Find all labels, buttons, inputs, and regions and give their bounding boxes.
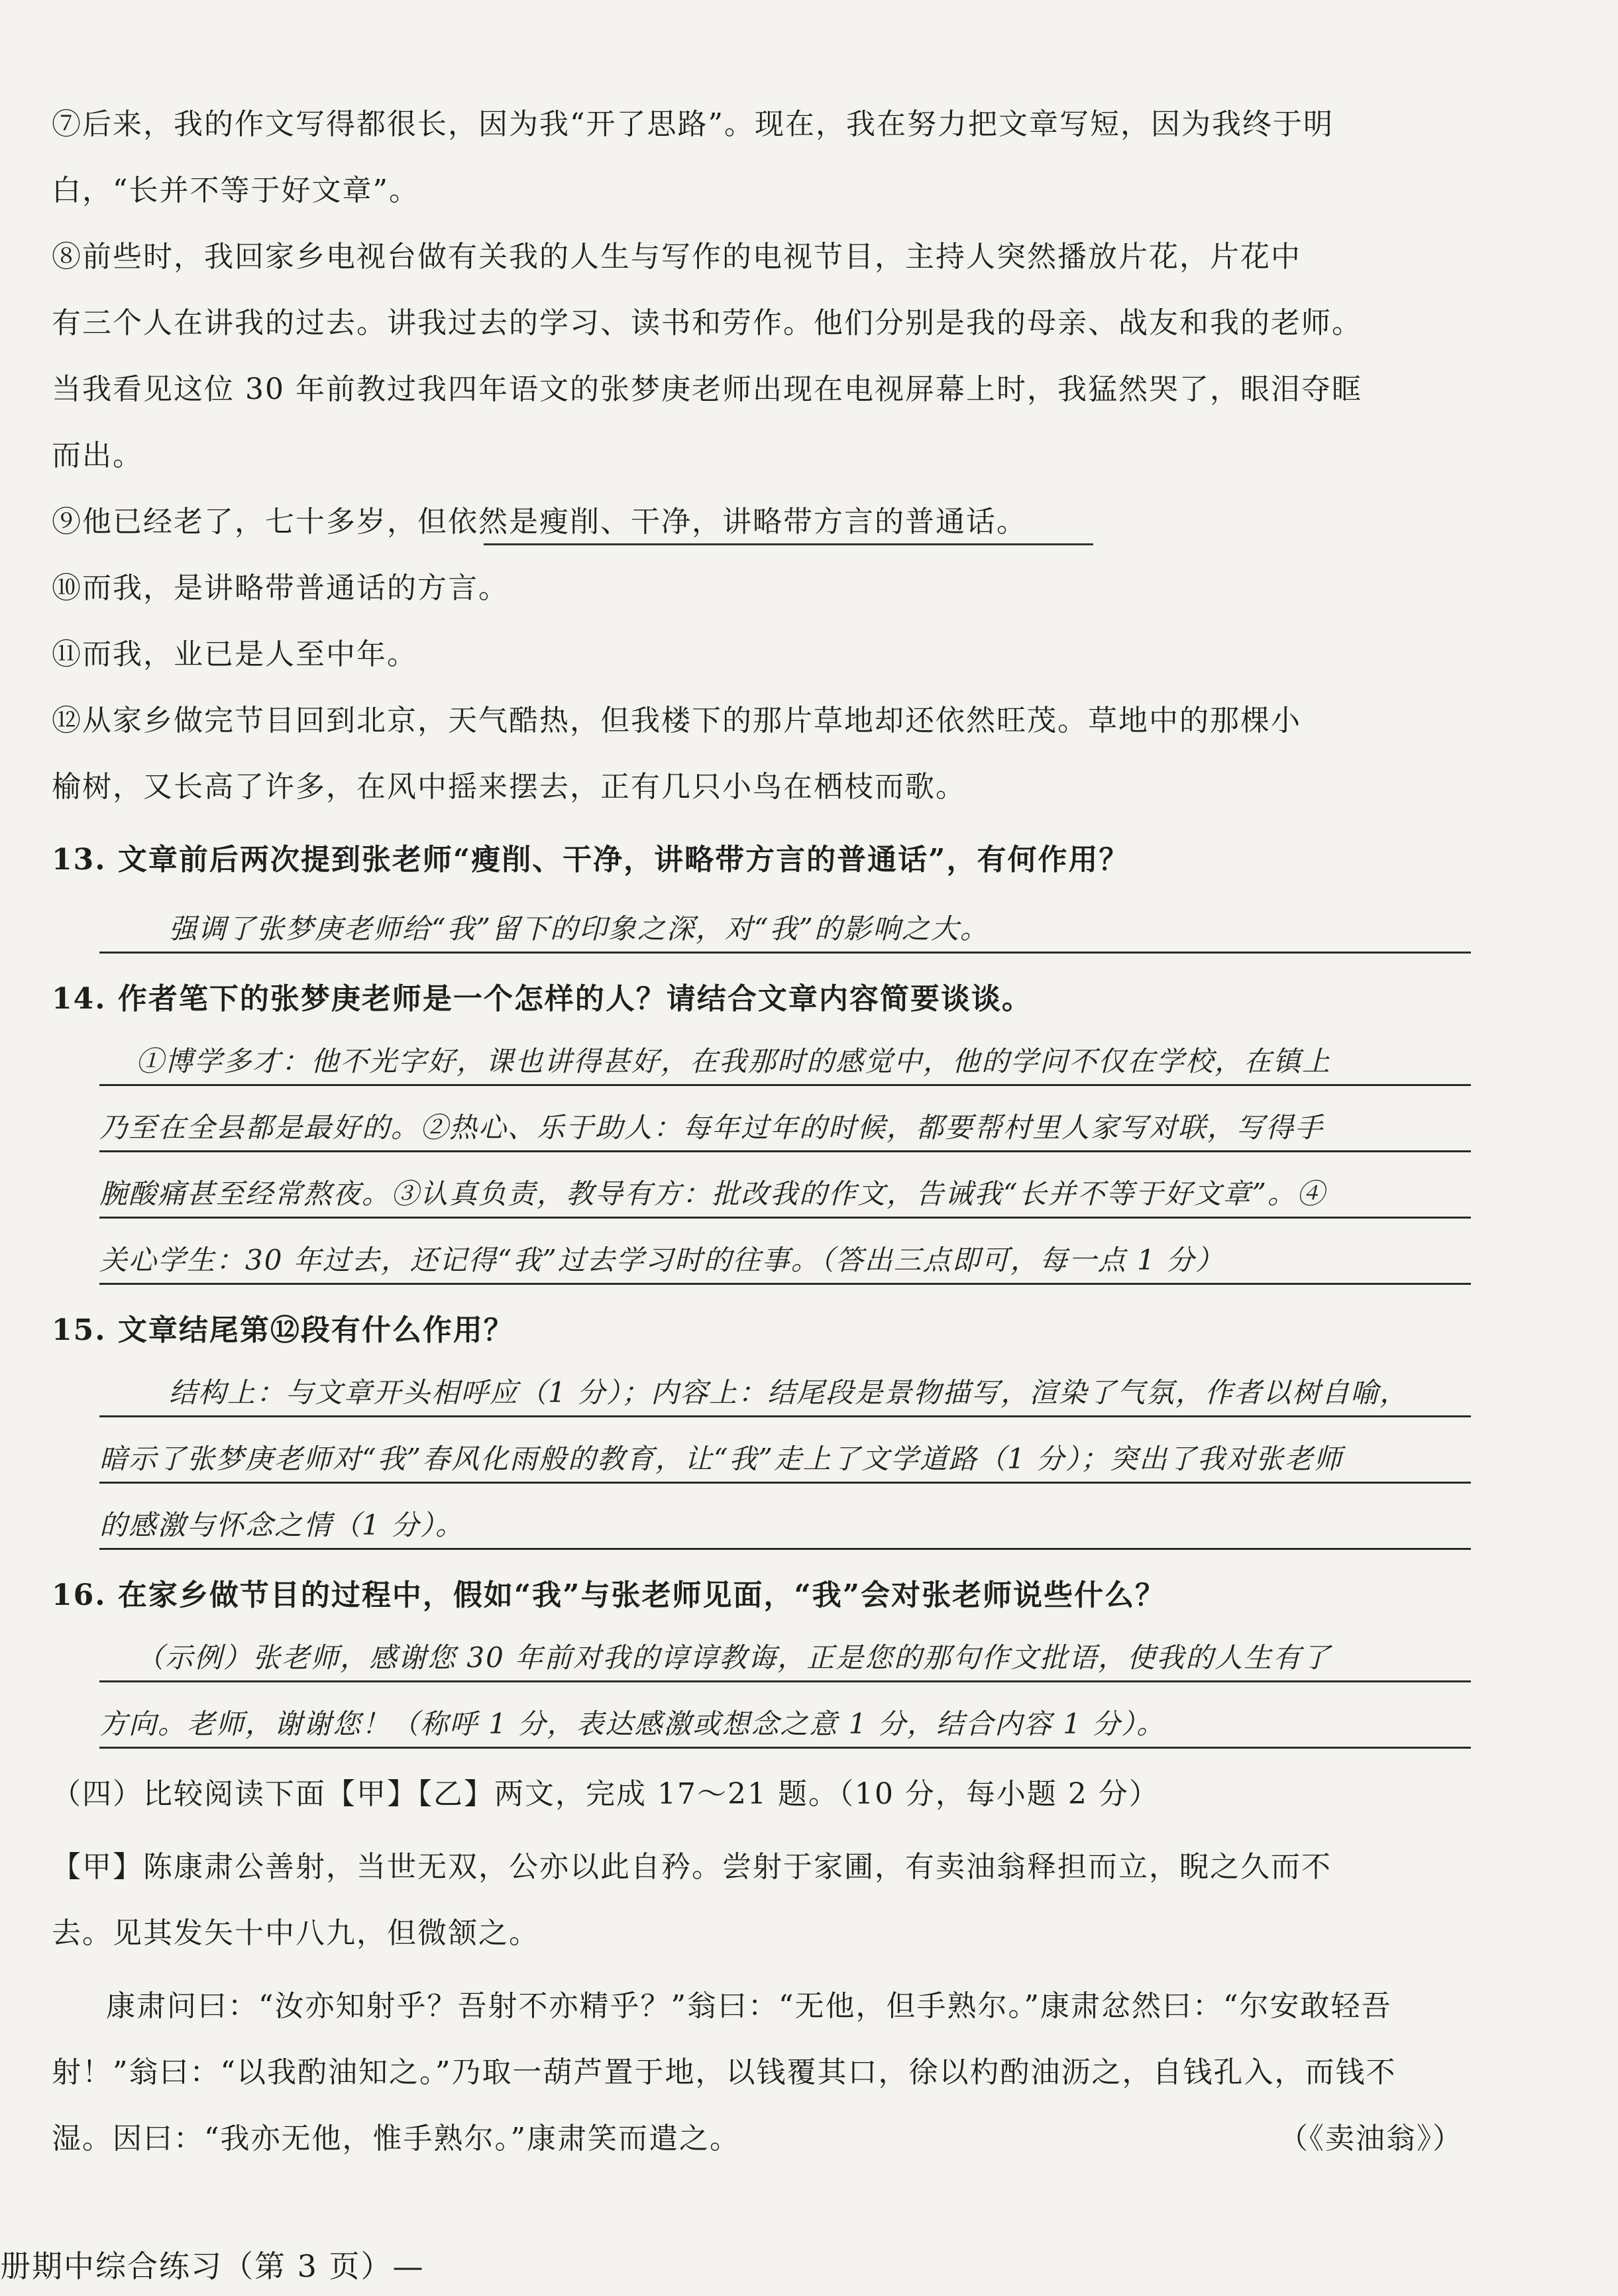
passage-p12-line1: ⑫从家乡做完节目回到北京，天气酷热，但我楼下的那片草地却还依然旺茂。草地中的那棵小 — [52, 704, 1301, 738]
question-16: 16. 在家乡做节目的过程中，假如“我”与张老师见面，“我”会对张老师说些什么？ — [52, 1578, 1166, 1612]
jia-text-line2: 去。见其发矢十中八九，但微颔之。 — [52, 1916, 539, 1950]
question-15: 15. 文章结尾第⑫段有什么作用？ — [52, 1313, 514, 1347]
passage-p8-line2: 有三个人在讲我的过去。讲我过去的学习、读书和劳作。他们分别是我的母亲、战友和我的老师。 — [52, 306, 1362, 340]
answer-16-rule-2 — [99, 1747, 1471, 1749]
passage-p7-line1: ⑦后来，我的作文写得都很长，因为我“开了思路”。现在，我在努力把文章写短，因为我终于明 — [52, 107, 1334, 141]
answer-15-rule-2 — [99, 1482, 1471, 1484]
page-footer: 册期中综合练习（第 3 页）— — [0, 2248, 425, 2284]
answer-14-rule-1 — [99, 1084, 1471, 1086]
answer-16-line2: 方向。老师，谢谢您！（称呼 1 分，表达感激或想念之意 1 分，结合内容 1 分）。 — [99, 1708, 1166, 1740]
answer-14-rule-4 — [99, 1283, 1471, 1285]
passage-p10: ⑩而我，是讲略带普通话的方言。 — [52, 571, 509, 605]
passage-p11: ⑪而我，业已是人至中年。 — [52, 637, 417, 671]
section-4-heading: （四）比较阅读下面【甲】【乙】两文，完成 17～21 题。（10 分，每小题 2 分） — [52, 1777, 1160, 1811]
answer-14-line1: ①博学多才：他不光字好，课也讲得甚好，在我那时的感觉中，他的学问不仅在学校，在镇上 — [136, 1045, 1332, 1077]
kangsu-text-line2: 射！”翁曰：“以我酌油知之。”乃取一葫芦置于地，以钱覆其口，徐以杓酌油沥之，自钱孔入，而钱不 — [52, 2055, 1397, 2089]
answer-14-line3: 腕酸痛甚至经常熬夜。③认真负责，教导有方：批改我的作文，告诫我“长并不等于好文章”。④ — [99, 1177, 1326, 1210]
jia-text-line1: 【甲】陈康肃公善射，当世无双，公亦以此自矜。尝射于家圃，有卖油翁释担而立，睨之久而不 — [52, 1850, 1332, 1884]
answer-15-rule-1 — [99, 1415, 1471, 1417]
answer-16-line1: （示例）张老师，感谢您 30 年前对我的谆谆教诲，正是您的那句作文批语，使我的人生有了 — [136, 1641, 1332, 1674]
answer-14-rule-2 — [99, 1150, 1471, 1152]
passage-p12-line2: 榆树，又长高了许多，在风中摇来摆去，正有几只小鸟在栖枝而歌。 — [52, 770, 966, 804]
question-13: 13. 文章前后两次提到张老师“瘦削、干净，讲略带方言的普通话”，有何作用？ — [52, 843, 1130, 877]
passage-p9: ⑨他已经老了，七十多岁，但依然是瘦削、干净，讲略带方言的普通话。 — [52, 505, 1027, 539]
answer-14-rule-3 — [99, 1217, 1471, 1219]
kangsu-text-line1: 康肃问曰：“汝亦知射乎？吾射不亦精乎？”翁曰：“无他，但手熟尔。”康肃忿然曰：“尔安敢轻吾 — [106, 1989, 1392, 2023]
answer-13: 强调了张梦庚老师给“我”留下的印象之深，对“我”的影响之大。 — [169, 912, 989, 945]
answer-14-line4: 关心学生：30 年过去，还记得“我”过去学习时的往事。（答出三点即可，每一点 1 分） — [99, 1244, 1225, 1276]
answer-15-line1: 结构上：与文章开头相呼应（1 分）；内容上：结尾段是景物描写，渲染了气氛，作者以树自喻， — [169, 1376, 1409, 1409]
answer-14-line2: 乃至在全县都是最好的。②热心、乐于助人：每年过年的时候，都要帮村里人家写对联，写得手 — [99, 1111, 1324, 1144]
answer-16-rule-1 — [99, 1680, 1471, 1682]
passage-p8-line4: 而出。 — [52, 439, 143, 472]
answer-15-rule-3 — [99, 1548, 1471, 1550]
answer-13-rule — [99, 952, 1471, 954]
passage-p8-line3: 当我看见这位 30 年前教过我四年语文的张梦庚老师出现在电视屏幕上时，我猛然哭了，眼泪夺眶 — [52, 372, 1362, 406]
question-14: 14. 作者笔下的张梦庚老师是一个怎样的人？请结合文章内容简要谈谈。 — [52, 982, 1032, 1016]
passage-p9-underline — [484, 543, 1093, 545]
passage-p8-line1: ⑧前些时，我回家乡电视台做有关我的人生与写作的电视节目，主持人突然播放片花，片花中 — [52, 240, 1301, 274]
kangsu-text-line3: 湿。因曰：“我亦无他，惟手熟尔。”康肃笑而遣之。 — [52, 2122, 740, 2156]
answer-15-line3: 的感激与怀念之情（1 分）。 — [99, 1509, 465, 1541]
passage-p7-line2: 白，“长并不等于好文章”。 — [52, 174, 419, 207]
source-citation: （《卖油翁》） — [1279, 2122, 1463, 2156]
answer-15-line2: 暗示了张梦庚老师对“我”春风化雨般的教育，让“我”走上了文学道路（1 分）；突出了我对张老师 — [99, 1443, 1343, 1475]
